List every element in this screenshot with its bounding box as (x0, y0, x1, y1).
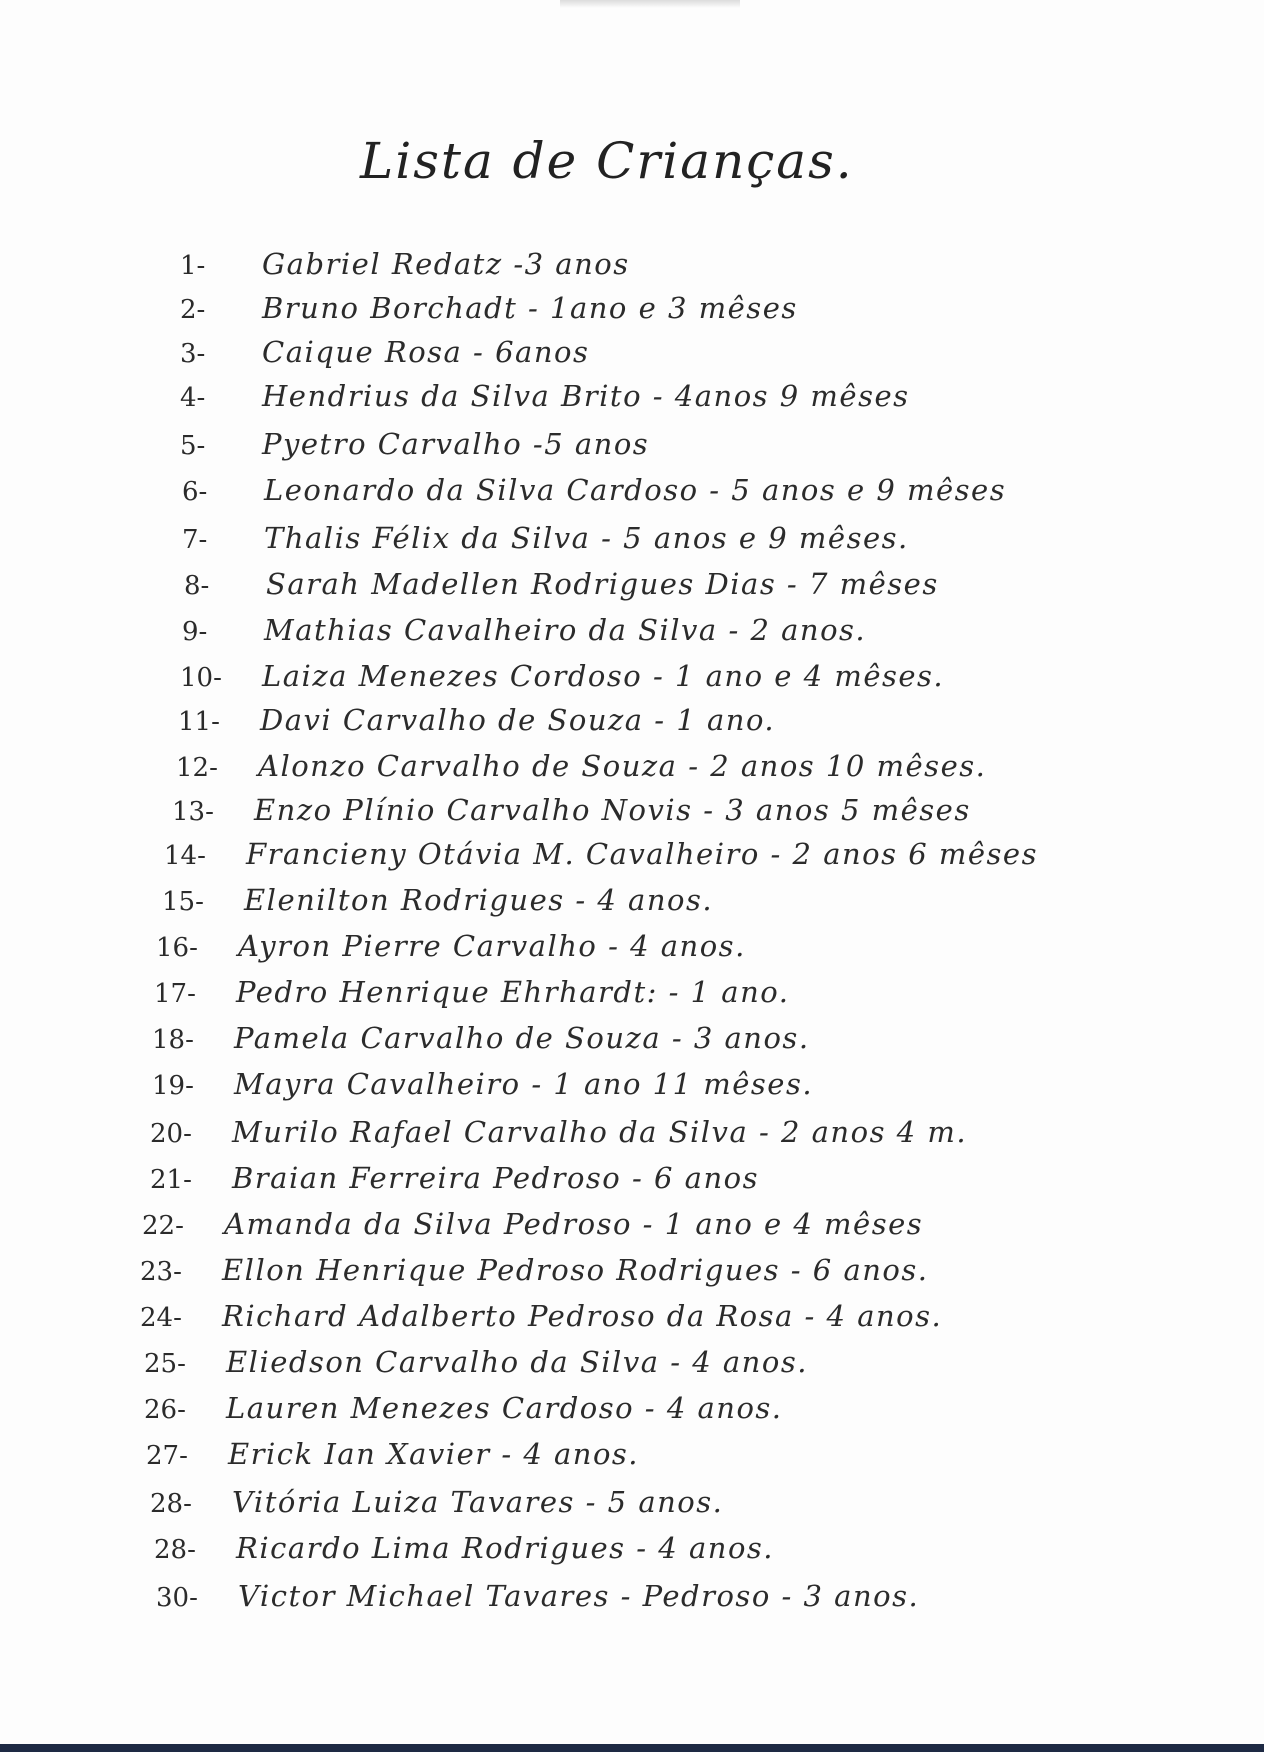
list-item (150, 1482, 723, 1522)
item-text: Caique Rosa - 6anos (262, 335, 590, 369)
item-text: Victor Michael Tavares - Pedroso - 3 anos. (238, 1579, 920, 1613)
item-text: Eliedson Carvalho da Silva - 4 anos. (226, 1345, 808, 1379)
item-text: Elenilton Rodrigues - 4 anos. (244, 883, 714, 917)
list-item (182, 610, 866, 650)
item-text: Enzo Plínio Carvalho Novis - 3 anos 5 mêses (254, 793, 971, 827)
list-item (144, 1342, 808, 1382)
item-number: 3- (180, 339, 206, 369)
item-text: Francieny Otávia M. Cavalheiro - 2 anos 6 mêses (246, 837, 1038, 871)
list-item (180, 288, 798, 328)
list-item (162, 880, 713, 920)
list-item (154, 1528, 774, 1568)
item-text: Thalis Félix da Silva - 5 anos e 9 mêses. (264, 521, 909, 555)
item-number: 17- (154, 979, 196, 1009)
item-text: Davi Carvalho de Souza - 1 ano. (260, 703, 776, 737)
item-text: Hendrius da Silva Brito - 4anos 9 mêses (262, 379, 910, 413)
list-item (172, 790, 971, 830)
list-title: Lista de Crianças. (360, 132, 854, 190)
item-number: 27- (146, 1441, 188, 1471)
item-text: Bruno Borchadt - 1ano e 3 mêses (262, 291, 798, 325)
item-number: 28- (150, 1489, 192, 1519)
list-item (180, 332, 589, 372)
item-text: Erick Ian Xavier - 4 anos. (228, 1437, 640, 1471)
item-text: Sarah Madellen Rodrigues Dias - 7 mêses (266, 567, 939, 601)
list-item (146, 1434, 639, 1474)
list-item (184, 564, 939, 604)
item-number: 11- (178, 707, 220, 737)
list-item (178, 700, 775, 740)
item-text: Amanda da Silva Pedroso - 1 ano e 4 mêses (224, 1207, 924, 1241)
item-number: 24- (140, 1303, 182, 1333)
list-item (140, 1296, 942, 1336)
item-number: 1- (180, 251, 206, 281)
list-item (180, 244, 630, 284)
item-number: 9- (182, 617, 208, 647)
list-item (176, 746, 986, 786)
item-number: 26- (144, 1395, 186, 1425)
item-text: Pamela Carvalho de Souza - 3 anos. (234, 1021, 810, 1055)
item-text: Richard Adalberto Pedroso da Rosa - 4 anos. (222, 1299, 943, 1333)
list-item (182, 470, 1006, 510)
item-number: 14- (164, 841, 206, 871)
item-number: 4- (180, 383, 206, 413)
list-item (150, 1112, 967, 1152)
item-text: Mathias Cavalheiro da Silva - 2 anos. (264, 613, 867, 647)
list-item (140, 1250, 929, 1290)
item-text: Vitória Luiza Tavares - 5 anos. (232, 1485, 724, 1519)
item-number: 22- (142, 1211, 184, 1241)
item-text: Pyetro Carvalho -5 anos (262, 427, 650, 461)
list-item (182, 518, 909, 558)
item-text: Leonardo da Silva Cardoso - 5 anos e 9 mêses (264, 473, 1007, 507)
list-item (152, 1064, 813, 1104)
item-number: 12- (176, 753, 218, 783)
item-text: Laiza Menezes Cordoso - 1 ano e 4 mêses. (262, 659, 945, 693)
scan-bottom-edge (0, 1744, 1264, 1752)
item-number: 19- (152, 1071, 194, 1101)
item-number: 30- (156, 1583, 198, 1613)
item-text: Murilo Rafael Carvalho da Silva - 2 anos 4 m. (232, 1115, 968, 1149)
item-number: 20- (150, 1119, 192, 1149)
item-number: 15- (162, 887, 204, 917)
list-item (144, 1388, 783, 1428)
item-number: 23- (140, 1257, 182, 1287)
list-item (156, 926, 746, 966)
item-number: 8- (184, 571, 210, 601)
item-text: Braian Ferreira Pedroso - 6 anos (232, 1161, 759, 1195)
item-number: 18- (152, 1025, 194, 1055)
list-item (150, 1158, 759, 1198)
scan-smudge (560, 0, 740, 8)
list-item (180, 376, 910, 416)
item-text: Ellon Henrique Pedroso Rodrigues - 6 anos. (222, 1253, 929, 1287)
item-number: 21- (150, 1165, 192, 1195)
item-number: 5- (180, 431, 206, 461)
list-item (180, 656, 944, 696)
item-number: 16- (156, 933, 198, 963)
list-item (154, 972, 789, 1012)
item-number: 28- (154, 1535, 196, 1565)
item-text: Gabriel Redatz -3 anos (262, 247, 630, 281)
item-text: Ayron Pierre Carvalho - 4 anos. (238, 929, 746, 963)
item-text: Alonzo Carvalho de Souza - 2 anos 10 mêses. (258, 749, 987, 783)
item-number: 6- (182, 477, 208, 507)
item-number: 13- (172, 797, 214, 827)
item-text: Pedro Henrique Ehrhardt: - 1 ano. (236, 975, 790, 1009)
list-item (156, 1576, 919, 1616)
list-item (180, 424, 649, 464)
list-item (164, 834, 1038, 874)
item-number: 10- (180, 663, 222, 693)
item-number: 7- (182, 525, 208, 555)
item-number: 25- (144, 1349, 186, 1379)
list-item (142, 1204, 923, 1244)
item-text: Ricardo Lima Rodrigues - 4 anos. (236, 1531, 774, 1565)
item-text: Mayra Cavalheiro - 1 ano 11 mêses. (234, 1067, 814, 1101)
item-number: 2- (180, 295, 206, 325)
item-text: Lauren Menezes Cardoso - 4 anos. (226, 1391, 783, 1425)
list-item (152, 1018, 810, 1058)
